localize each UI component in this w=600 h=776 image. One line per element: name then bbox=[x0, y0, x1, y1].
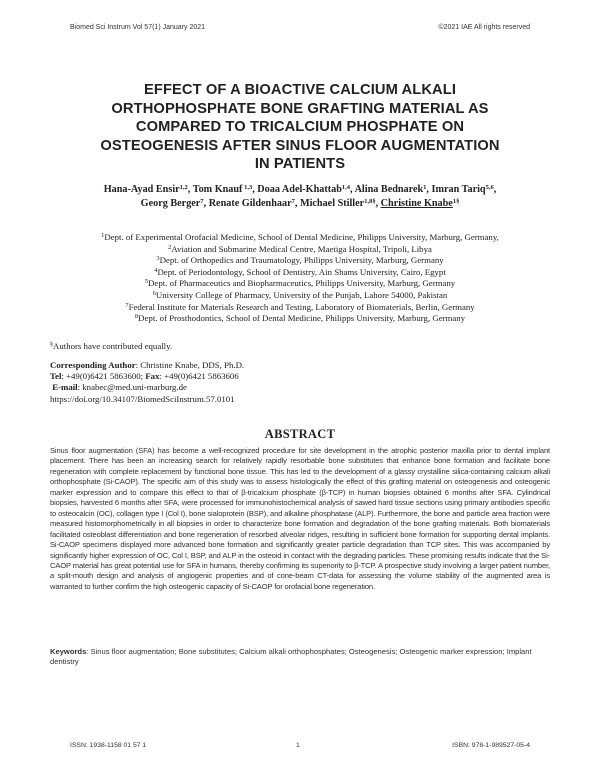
abstract-body: Sinus floor augmentation (SFA) has become a well-recognized procedure for site development in the atrophic posterior maxilla prior to dental implant placement. There has been an increasing search for relatively rapidly resorbable bone substitutes that enhance bone formation and facilitate bone regeneration with complete replacement by functional bone tissue. This has led to the development of a glassy crystalline silica-containing calcium alkali orthophosphate (Si-CAOP). The specific aim of this study was to assess histologically the effect of this grafting material on osteogenesis and osteogenic marker expression and to compare this effect to that of β-tricalcium phosphate (β-TCP) in human biopsies obtained 6 months after SFA. Cylindrical biopsies, harvested 6 months after SFA, were processed for immunohistochemical analysis of sawed hard tissue sections using primary antibodies specific to osteocalcin (OC), collagen type I (Col I), bone sialoprotein (BSP), and alkaline phosphatase (ALP). Furthermore, the bone and particle area fraction were measured histomorphometrically in all biopsies in order to characterize bone formation and degradation of the bone grafting materials. Both biomaterials facilitated osteoblast differentiation and bone regeneration of resorbed alveolar ridges, resulting in sufficient bone formation for supporting dental implants. Si-CAOP specimens displayed more advanced bone formation and significantly greater particle degradation than TCP sites. This was accompanied by significantly higher expression of OC, Col I, BSP, and ALP in the osteoid in contact with the degrading particles. These promising results indicate that the Si-CAOP material has great potential use for SFA in humans, thereby confirming its superiority to β-TCP. A prospective study involving a larger patient number, a split-mouth design and analysis of angiogenic properties and of cone-beam CT-data for assessing the volume stability of the augmented area is warranted to further confirm the high osteogenic capacity of Si-CAOP for orofacial bone regeneration. bbox=[50, 446, 550, 591]
corresponding-author-name: Christine Knabe bbox=[380, 198, 453, 209]
author-name: Georg Berger bbox=[140, 198, 201, 209]
author-affil: 7 bbox=[291, 198, 295, 205]
affiliation-number: 7 bbox=[125, 301, 129, 309]
keywords-text: : Sinus floor augmentation; Bone substitutes; Calcium alkali orthophosphates; Osteogenesis; Osteogenic marker expression; Implant dentistry bbox=[50, 647, 532, 667]
author-sep: , bbox=[187, 184, 193, 195]
contact-info bbox=[50, 360, 244, 405]
contribution-text: Authors have contributed equally. bbox=[53, 341, 173, 351]
author-affil: 5,6 bbox=[485, 184, 494, 191]
isbn-footer: ISBN: 978-1-989527-05-4 bbox=[452, 742, 530, 749]
fax-value: : +49(0)6421 5863606 bbox=[159, 371, 239, 382]
email-label: E-mail bbox=[52, 382, 78, 393]
email-link[interactable]: : knabec@med.uni-marburg.de bbox=[77, 382, 187, 393]
author-sep: , bbox=[294, 198, 300, 209]
affiliation-number: 4 bbox=[154, 266, 158, 274]
author-line bbox=[40, 197, 560, 211]
author-list bbox=[40, 183, 560, 211]
author-affil: 1,8§ bbox=[364, 198, 376, 205]
affiliation-item bbox=[40, 244, 560, 256]
author-name: Michael Stiller bbox=[299, 198, 365, 209]
affiliation-text: Dept. of Pharmaceutics and Biopharmaceutics, Philipps University, Marburg, Germany bbox=[148, 278, 456, 289]
issn-footer: ISSN: 1938-1158 01 57 1 bbox=[70, 742, 147, 749]
author-line bbox=[40, 183, 560, 197]
affiliation-text: Dept. of Orthopedics and Traumatology, Philipps University, Marburg, Germany bbox=[159, 255, 444, 266]
author-affil: 1§ bbox=[452, 198, 460, 205]
affiliation-item bbox=[40, 255, 560, 267]
affiliation-text: Aviation and Submarine Medical Centre, Maetiga Hospital, Tripoli, Libya bbox=[171, 243, 432, 254]
journal-header: Biomed Sci Instrum Vol 57(1) January 2021 bbox=[70, 24, 206, 31]
title-line: IN PATIENTS bbox=[254, 156, 346, 173]
affiliation-number: 6 bbox=[152, 289, 156, 297]
affiliation-number: 3 bbox=[156, 255, 160, 263]
author-name: Doaa Adel-Khattab bbox=[257, 184, 342, 195]
author-sep: , bbox=[375, 198, 381, 209]
keywords-label: Keywords bbox=[50, 647, 87, 656]
affiliation-text: University College of Pharmacy, University of the Punjab, Lahore 54000, Pakistan bbox=[155, 289, 448, 300]
affiliation-item bbox=[40, 290, 560, 302]
author-name: Hana-Ayad Ensir bbox=[103, 184, 180, 195]
author-sep: , bbox=[203, 198, 209, 209]
phone-line bbox=[50, 371, 244, 382]
author-affil: 1 bbox=[423, 184, 427, 191]
author-sep: , bbox=[426, 184, 432, 195]
affiliation-text: Dept. of Experimental Orofacial Medicine, School of Dental Medicine, Philipps University, Marburg, Germany, bbox=[104, 232, 499, 242]
doi-link[interactable]: https://doi.org/10.34107/BiomedSciInstrum.57.0101 bbox=[50, 393, 235, 404]
affiliation-item bbox=[40, 302, 560, 314]
corresponding-value: : Christine Knabe, DDS, Ph.D. bbox=[135, 360, 245, 370]
title-line: COMPARED TO TRICALCIUM PHOSPHATE ON bbox=[135, 119, 465, 136]
affiliation-number: 5 bbox=[144, 278, 149, 286]
title-line: EFFECT OF A BIOACTIVE CALCIUM ALKALI bbox=[143, 82, 456, 98]
author-name: Alina Bednarek bbox=[354, 184, 424, 195]
contribution-mark: § bbox=[50, 342, 53, 348]
keywords bbox=[50, 647, 550, 667]
author-name: Imran Tariq bbox=[431, 184, 486, 195]
email-line bbox=[50, 382, 244, 393]
author-sep: , bbox=[493, 184, 497, 195]
affiliation-number: 8 bbox=[134, 313, 139, 321]
tel-value: : +49(0)6421 5863600; bbox=[61, 371, 146, 382]
author-affil: 1,4 bbox=[341, 184, 351, 191]
author-affil: 7 bbox=[200, 198, 204, 205]
affiliation-text: Federal Institute for Materials Research and Testing, Laboratory of Biomaterials, Berlin, Germany bbox=[128, 301, 475, 312]
author-sep: , bbox=[350, 184, 355, 195]
affiliation-item bbox=[40, 278, 560, 290]
affiliation-number: 1 bbox=[101, 232, 105, 239]
title-line: ORTHOPHOSPHATE BONE GRAFTING MATERIAL AS bbox=[111, 100, 489, 117]
equal-contribution-note bbox=[50, 341, 172, 352]
author-affil: 1,2 bbox=[179, 184, 188, 191]
corresponding-author-line bbox=[50, 360, 244, 371]
tel-label: Tel bbox=[50, 371, 62, 382]
corresponding-label: Corresponding Author bbox=[50, 360, 136, 370]
affiliation-list bbox=[40, 232, 560, 325]
affiliation-item bbox=[40, 232, 560, 244]
affiliation-text: Dept. of Prosthodontics, School of Dental Medicine, Philipps University, Marburg, Germany bbox=[138, 313, 466, 324]
affiliation-number: 2 bbox=[168, 243, 172, 251]
paper-title bbox=[40, 81, 560, 174]
copyright-header: ©2021 IAE All rights reserved bbox=[438, 24, 530, 31]
affiliation-item bbox=[40, 313, 560, 325]
fax-label: Fax bbox=[145, 371, 160, 382]
abstract-heading: ABSTRACT bbox=[264, 427, 336, 441]
page-number: 1 bbox=[296, 742, 300, 749]
author-name: Renate Gildenhaar bbox=[208, 198, 292, 209]
author-sep: , bbox=[252, 184, 258, 195]
author-name: Tom Knauf bbox=[192, 184, 243, 195]
title-line: OSTEOGENESIS AFTER SINUS FLOOR AUGMENTATION bbox=[100, 137, 500, 154]
affiliation-text: Dept. of Periodontology, School of Dentistry, Ain Shams University, Cairo, Egypt bbox=[157, 266, 446, 277]
author-affil: 1,3 bbox=[242, 184, 253, 191]
affiliation-item bbox=[40, 267, 560, 279]
